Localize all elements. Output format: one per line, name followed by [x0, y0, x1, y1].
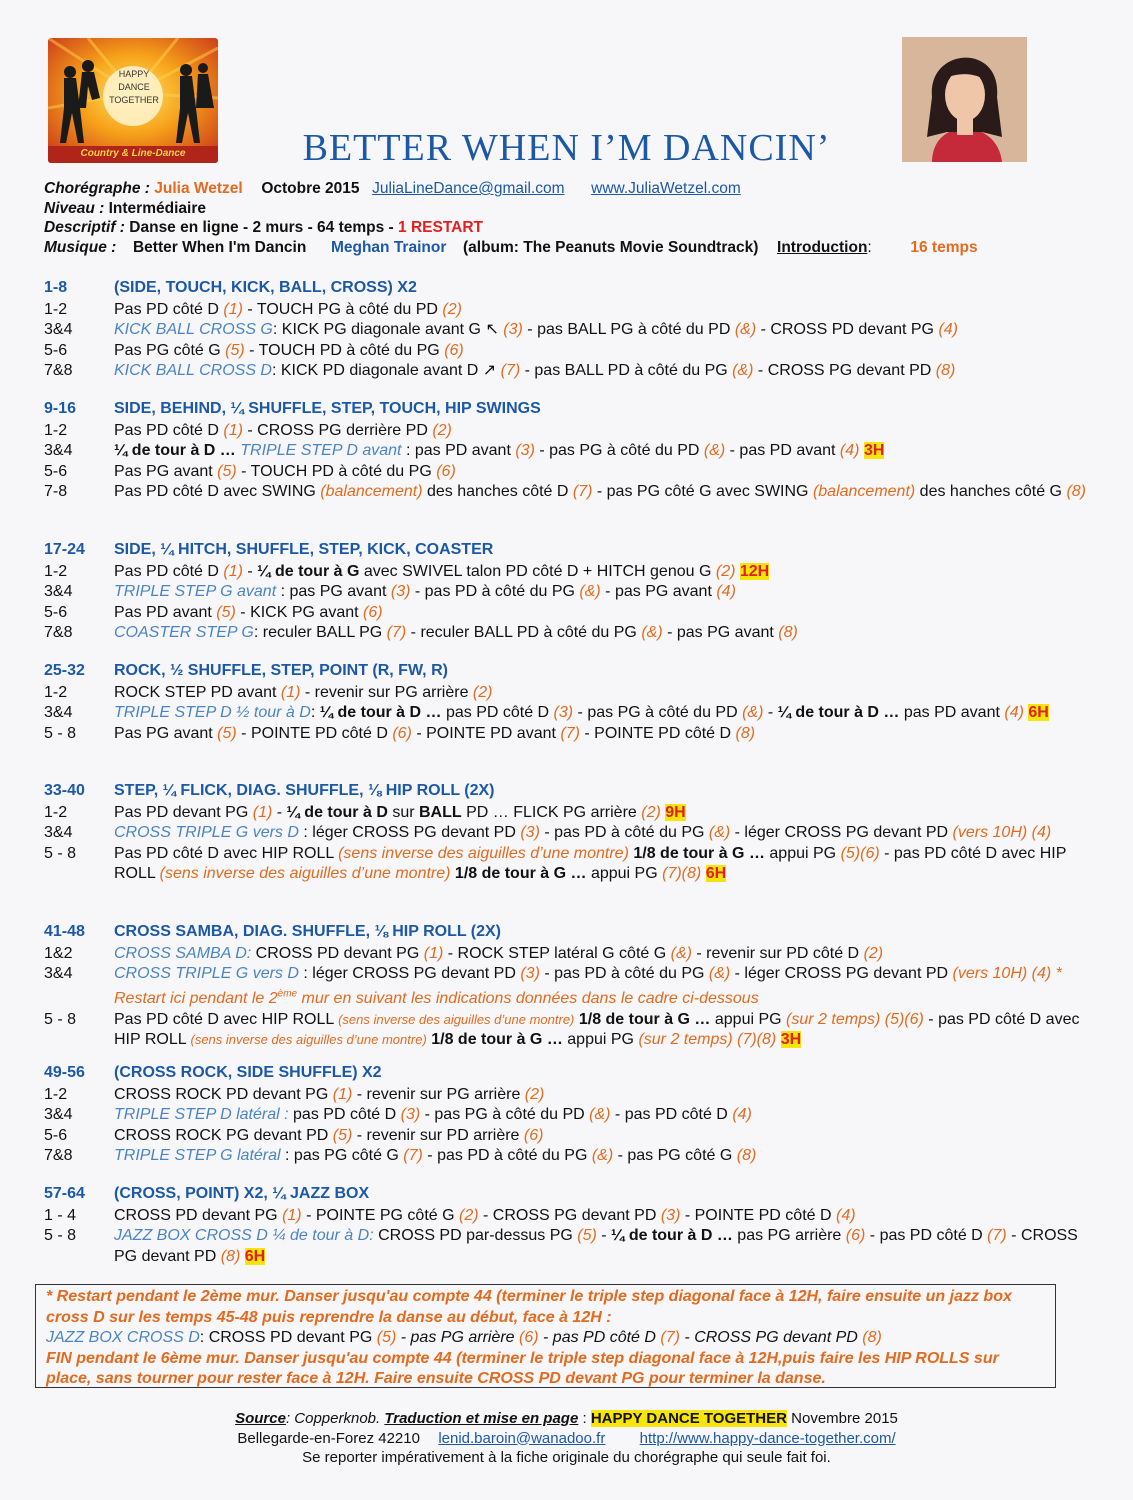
desc-label: Descriptif : — [44, 219, 125, 236]
restart-jazz-text: : CROSS PD devant PG (5) - pas PG arrière (6) - pas PD côté D (7) - CROSS PG devant PD (8) — [199, 1329, 882, 1346]
step-row — [44, 462, 1104, 482]
intro-colon: : — [867, 239, 872, 256]
section-range: 1-8 — [44, 279, 68, 296]
brand-name: HAPPY DANCE TOGETHER — [590, 1410, 787, 1427]
section-49-56 — [44, 1064, 1104, 1167]
section-33-40 — [44, 782, 1104, 885]
source-value: : Copperknob. — [285, 1410, 381, 1427]
step-count: 1-2 — [44, 684, 68, 701]
choreo-label: Chorégraphe : — [44, 180, 150, 197]
step-description: CROSS TRIPLE G vers D : léger CROSS PG devant PD (3) - pas PD à côté du PG (&) - léger CROSS PG devant PD (vers 10H) (4) * Restart ici pendant le 2ème mur en suivant les indications données dans le cadre ci-dessous — [114, 965, 1062, 1008]
restart-count: 1 RESTART — [398, 219, 484, 236]
choreo-website-link[interactable]: www.JuliaWetzel.com — [591, 180, 741, 197]
section-title: SIDE, ¼ HITCH, SHUFFLE, STEP, KICK, COASTER — [114, 541, 494, 558]
section-range: 33-40 — [44, 782, 85, 799]
section-header — [44, 279, 1104, 300]
section-header — [44, 1185, 1104, 1206]
step-count: 3&4 — [44, 583, 73, 601]
step-count: 1-2 — [44, 1086, 68, 1103]
section-57-64 — [44, 1185, 1104, 1267]
step-count: 7&8 — [44, 1147, 73, 1165]
translation-label: Traduction et mise en page — [384, 1410, 579, 1427]
section-25-32 — [44, 662, 1104, 744]
step-count: 1 - 4 — [44, 1207, 77, 1224]
restart-jazz-line — [46, 1328, 1045, 1349]
step-count: 5-6 — [44, 462, 68, 480]
step-count: 3&4 — [44, 1106, 73, 1124]
step-row — [44, 603, 1104, 623]
step-description: COASTER STEP G: reculer BALL PG (7) - reculer BALL PD à côté du PG (&) - pas PG avant (8) — [114, 624, 798, 642]
step-description: TRIPLE STEP D latéral : pas PD côté D (3) - pas PG à côté du PD (&) - pas PD côté D (4) — [114, 1106, 752, 1124]
step-row — [44, 623, 1104, 643]
step-count: 1-2 — [44, 422, 68, 439]
logo-line1: HAPPY — [118, 69, 150, 79]
section-header — [44, 541, 1104, 562]
step-row — [44, 1146, 1104, 1166]
choreographer-line — [44, 180, 741, 198]
step-description: CROSS ROCK PG devant PD (5) - revenir sur PD arrière (6) — [114, 1126, 544, 1144]
step-row — [44, 803, 1104, 823]
section-title: ROCK, ½ SHUFFLE, STEP, POINT (R, FW, R) — [114, 662, 448, 679]
step-description: Pas PD côté D (1) - TOUCH PG à côté du PD (2) — [114, 301, 462, 318]
step-count: 7&8 — [44, 362, 73, 380]
step-row — [44, 482, 1104, 502]
step-description: Pas PG avant (5) - POINTE PD côté D (6) - POINTE PD avant (7) - POINTE PD côté D (8) — [114, 724, 756, 742]
step-row — [44, 341, 1104, 361]
album-name: (album: The Peanuts Movie Soundtrack) — [462, 239, 759, 256]
step-count: 3&4 — [44, 442, 73, 460]
step-description: KICK BALL CROSS G: KICK PG diagonale avant G ↖ (3) - pas BALL PG à côté du PD (&) - CROSS PD devant PG (4) — [114, 321, 958, 339]
footer — [0, 1409, 1133, 1468]
section-title: CROSS SAMBA, DIAG. SHUFFLE, ⅛ HIP ROLL (2X) — [114, 923, 501, 940]
step-row — [44, 320, 1104, 340]
section-range: 9-16 — [44, 400, 77, 417]
step-row — [44, 724, 1104, 744]
step-row — [44, 582, 1104, 602]
step-row — [44, 562, 1104, 582]
translation-date: Novembre 2015 — [791, 1410, 898, 1427]
section-1-8 — [44, 279, 1104, 382]
step-row — [44, 1126, 1104, 1146]
step-row — [44, 361, 1104, 381]
end-line: FIN pendant le 6ème mur. Danser jusqu'au compte 44 (terminer le triple step diagonal face à 12H,puis faire les HIP ROLLS sur place, sans tourner pour rester face à 12H. Faire ensuite CROSS PD devant PG pour terminer la danse. — [46, 1349, 999, 1387]
source-label: Source — [235, 1410, 286, 1427]
choreo-email-link[interactable]: JuliaLineDance@gmail.com — [372, 180, 565, 197]
step-count: 5-6 — [44, 341, 68, 359]
step-description: TRIPLE STEP G avant : pas PG avant (3) - pas PD à côté du PG (&) - pas PG avant (4) — [114, 583, 736, 601]
step-row — [44, 683, 1104, 703]
step-count: 3&4 — [44, 321, 73, 339]
step-row — [44, 421, 1104, 441]
step-count: 5 - 8 — [44, 724, 77, 742]
step-description: Pas PD côté D (1) - ¼ de tour à G avec SWIVEL talon PD côté D + HITCH genou G (2) 12H — [114, 563, 770, 580]
section-range: 57-64 — [44, 1185, 85, 1202]
step-description: TRIPLE STEP G latéral : pas PG côté G (7) - pas PD à côté du PG (&) - pas PG côté G (8) — [114, 1147, 757, 1165]
step-description: Pas PD devant PG (1) - ¼ de tour à D sur BALL PD … FLICK PG arrière (2) 9H — [114, 804, 686, 821]
section-header — [44, 1064, 1104, 1085]
step-row — [44, 823, 1104, 843]
step-row — [44, 1226, 1104, 1267]
section-range: 25-32 — [44, 662, 85, 679]
step-count: 1-2 — [44, 804, 68, 821]
step-row — [44, 441, 1104, 461]
restart-line: * Restart pendant le 2ème mur. Danser jusqu'au compte 44 (terminer le triple step diagonal face à 12H, faire ensuite un jazz box cross D sur les temps 45-48 puis reprendre la danse au début, face à 12H : — [46, 1288, 1012, 1326]
step-row — [44, 944, 1104, 964]
step-description: Pas PD côté D (1) - CROSS PG derrière PD (2) — [114, 422, 452, 439]
descriptif-line — [44, 219, 483, 237]
section-header — [44, 923, 1104, 944]
desc-value: Danse en ligne - 2 murs - 64 temps - — [129, 219, 394, 236]
step-count: 5 - 8 — [44, 844, 77, 862]
step-description: ¼ de tour à D … TRIPLE STEP D avant : pas PD avant (3) - pas PG à côté du PD (&) - pas PD avant (4) 3H — [114, 442, 885, 460]
step-count: 5 - 8 — [44, 1010, 77, 1028]
step-description: CROSS SAMBA D: CROSS PD devant PG (1) - ROCK STEP latéral G côté G (&) - revenir sur PD côté D (2) — [114, 945, 884, 962]
section-range: 49-56 — [44, 1064, 85, 1081]
music-label: Musique : — [44, 239, 117, 256]
section-17-24 — [44, 541, 1104, 644]
step-description: ROCK STEP PD avant (1) - revenir sur PG arrière (2) — [114, 684, 493, 701]
step-description: Pas PD côté D avec HIP ROLL (sens inverse des aiguilles d’une montre) 1/8 de tour à G … appui PG (sur 2 temps) (5)(6) - pas PD côté D avec HIP ROLL (sens inverse des aiguilles d’une montre) 1/8 de tour à G … appui PG (sur 2 temps) (7)(8) 3H — [114, 1010, 1080, 1048]
step-row — [44, 964, 1104, 1009]
artist-name: Meghan Trainor — [330, 239, 447, 256]
level-value: Intermédiaire — [108, 200, 206, 217]
step-count: 1-2 — [44, 301, 68, 318]
logo-line3: TOGETHER — [109, 95, 159, 105]
section-title: (CROSS, POINT) X2, ¼ JAZZ BOX — [114, 1185, 370, 1202]
step-description: JAZZ BOX CROSS D ¼ de tour à D: CROSS PD par-dessus PG (5) - ¼ de tour à D … pas PG arrière (6) - pas PD côté D (7) - CROSS PG devant PD (8) 6H — [114, 1227, 1078, 1265]
section-range: 17-24 — [44, 541, 85, 558]
step-description: KICK BALL CROSS D: KICK PD diagonale avant D ↗ (7) - pas BALL PD à côté du PG (&) - CROSS PG devant PD (8) — [114, 362, 956, 380]
step-row — [44, 1085, 1104, 1105]
site-link[interactable]: http://www.happy-dance-together.com/ — [639, 1429, 896, 1447]
step-count: 1&2 — [44, 945, 73, 962]
intro-label: Introduction — [777, 239, 868, 256]
address: Bellegarde-en-Forez 42210 — [237, 1429, 420, 1447]
contact-email-link[interactable]: lenid.baroin@wanadoo.fr — [438, 1429, 606, 1447]
level-line — [44, 200, 206, 218]
step-description: TRIPLE STEP D ½ tour à D: ¼ de tour à D … pas PD côté D (3) - pas PG à côté du PD (&) - ¼ de tour à D … pas PD avant (4) 6H — [114, 704, 1049, 722]
step-row — [44, 1105, 1104, 1125]
step-count: 1-2 — [44, 563, 68, 580]
footer-credits — [0, 1409, 1133, 1429]
choreo-name: Julia Wetzel — [154, 180, 243, 197]
music-line — [44, 239, 1084, 257]
step-count: 5 - 8 — [44, 1227, 77, 1245]
step-description: Pas PD côté D avec HIP ROLL (sens inverse des aiguilles d’une montre) 1/8 de tour à G … appui PG (5)(6) - pas PD côté D avec HIP ROLL (sens inverse des aiguilles d’une montre) 1/8 de tour à G … appui PG (7)(8) 6H — [114, 844, 1067, 883]
page-title: BETTER WHEN I’M DANCIN’ — [302, 127, 831, 169]
step-description: Pas PG avant (5) - TOUCH PD à côté du PG (6) — [114, 462, 456, 480]
step-description: Pas PD côté D avec SWING (balancement) des hanches côté D (7) - pas PG côté G avec SWING (balancement) des hanches côté G (8) — [114, 483, 1086, 501]
section-range: 41-48 — [44, 923, 85, 940]
logo-line2: DANCE — [118, 82, 150, 92]
logo-subtitle: Country & Line-Dance — [80, 148, 186, 159]
section-header — [44, 782, 1104, 803]
song-title: Better When I'm Dancin — [132, 239, 307, 256]
level-label: Niveau : — [44, 200, 105, 217]
section-title: SIDE, BEHIND, ¼ SHUFFLE, STEP, TOUCH, HIP SWINGS — [114, 400, 541, 417]
footer-contact — [0, 1429, 1133, 1449]
step-row — [44, 1206, 1104, 1226]
restart-box — [35, 1284, 1056, 1388]
step-row — [44, 703, 1104, 723]
step-count: 3&4 — [44, 704, 73, 722]
choreo-date: Octobre 2015 — [261, 180, 360, 197]
section-title: STEP, ¼ FLICK, DIAG. SHUFFLE, ⅛ HIP ROLL (2X) — [114, 782, 495, 799]
step-description: Pas PD avant (5) - KICK PG avant (6) — [114, 603, 383, 621]
step-description: CROSS PD devant PG (1) - POINTE PG côté G (2) - CROSS PG devant PD (3) - POINTE PD côté D (4) — [114, 1207, 856, 1224]
step-count: 3&4 — [44, 824, 73, 842]
step-description: CROSS TRIPLE G vers D : léger CROSS PG devant PD (3) - pas PD à côté du PG (&) - léger CROSS PG devant PD (vers 10H) (4) — [114, 824, 1052, 842]
step-count: 7&8 — [44, 624, 73, 642]
section-header — [44, 662, 1104, 683]
step-count: 5-6 — [44, 1126, 68, 1144]
restart-jazz-label: JAZZ BOX CROSS D — [46, 1329, 200, 1346]
section-41-48 — [44, 923, 1104, 1050]
step-description: CROSS ROCK PD devant PG (1) - revenir sur PG arrière (2) — [114, 1086, 545, 1103]
step-count: 5-6 — [44, 603, 68, 621]
intro-value: 16 temps — [910, 239, 978, 256]
translation-sep: : — [582, 1410, 587, 1427]
step-row — [44, 844, 1104, 885]
section-header — [44, 400, 1104, 421]
footer-note: Se reporter impérativement à la fiche originale du chorégraphe qui seule fait foi. — [302, 1449, 831, 1466]
step-count: 3&4 — [44, 965, 73, 983]
step-description: Pas PG côté G (5) - TOUCH PD à côté du PG (6) — [114, 341, 464, 359]
section-title: (SIDE, TOUCH, KICK, BALL, CROSS) X2 — [114, 279, 417, 296]
step-count: 7-8 — [44, 483, 68, 501]
section-title: (CROSS ROCK, SIDE SHUFFLE) X2 — [114, 1064, 382, 1081]
section-9-16 — [44, 400, 1104, 503]
step-row — [44, 1010, 1104, 1051]
step-row — [44, 300, 1104, 320]
